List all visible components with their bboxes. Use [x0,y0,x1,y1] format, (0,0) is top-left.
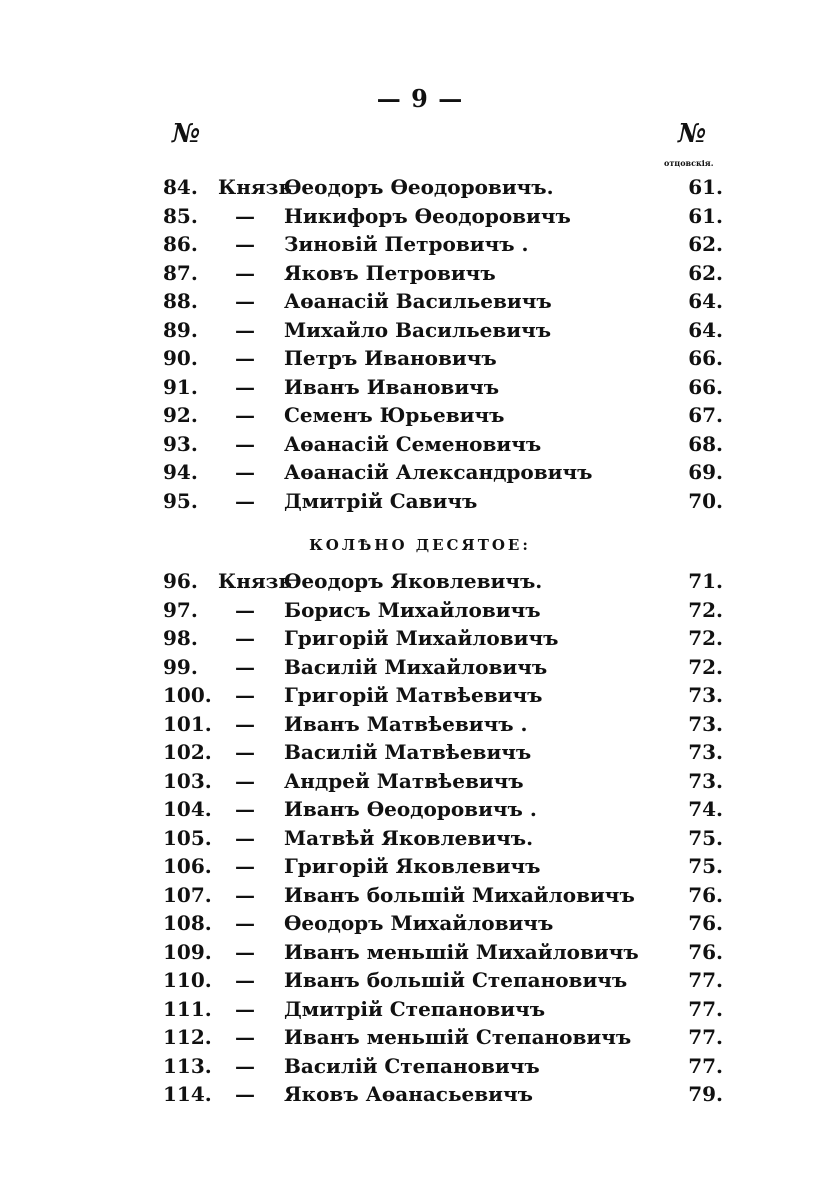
entry-row [0,344,840,373]
entry-name: Иванъ Өеодоровичъ . [284,797,537,821]
entry-row [0,1080,840,1109]
entry-title: Князь [218,175,292,199]
entry-row [0,316,840,345]
entry-row [0,173,840,202]
entry-name: Борисъ Михайловичъ [284,597,541,622]
entry-dash: — [235,939,255,964]
entry-dash: — [235,1053,255,1078]
entry-dash: — [235,346,255,370]
entry-name: Михайло Васильевичъ [284,317,552,342]
entry-father-ref: 77. [688,1053,723,1078]
entry-row [0,1052,840,1081]
entry-number: 103. [163,768,212,793]
entry-row [0,202,840,231]
entry-father-ref: 61. [688,203,723,228]
entry-number: 89. [163,317,198,342]
entry-number: 87. [163,260,198,285]
entry-name: Аөанасій Васильевичъ [284,289,552,313]
entry-number: 95. [163,488,198,513]
entry-number: 86. [163,232,198,256]
entry-name: Григорій Михайловичъ [284,626,559,650]
entry-dash: — [235,232,255,256]
entry-title: Князь [218,569,292,593]
entry-number: 112. [163,1025,212,1049]
entry-number: 84. [163,175,198,199]
entry-name: Дмитрій Савичъ [284,488,478,513]
entry-name: Иванъ большій Степановичъ [284,968,628,992]
entry-father-ref: 75. [688,825,723,850]
entry-row [0,795,840,824]
entry-dash: — [235,431,255,456]
entry-father-ref: 73. [688,740,723,764]
entry-list-part2 [0,567,840,1109]
entry-father-ref: 73. [688,768,723,793]
entry-dash: — [235,882,255,907]
entry-row [0,401,840,430]
entry-row [0,653,840,682]
page-number: — 9 — [376,84,464,113]
entry-number: 110. [163,968,212,992]
number-sign-left: № [172,119,201,149]
entry-dash: — [235,488,255,513]
entry-father-ref: 76. [688,882,723,907]
entry-name: Василій Матвѣевичъ [284,740,532,764]
entry-father-ref: 67. [688,403,723,427]
entry-father-ref: 77. [688,996,723,1021]
entry-row [0,487,840,516]
entry-dash: — [235,460,255,484]
entry-father-ref: 69. [688,460,723,484]
entry-row [0,596,840,625]
entry-father-ref: 66. [688,374,723,399]
number-sign-right: № [678,119,707,149]
entry-number: 101. [163,711,212,736]
entry-dash: — [235,597,255,622]
entry-list-part1 [0,173,840,515]
entry-name: Иванъ Ивановичъ [284,374,500,399]
entry-name: Матвѣй Яковлевичъ. [284,825,534,850]
entry-name: Аөанасій Семеновичъ [284,431,542,456]
entry-dash: — [235,854,255,878]
entry-dash: — [235,317,255,342]
entry-name: Петръ Ивановичъ [284,346,497,370]
entry-name: Василій Степановичъ [284,1053,540,1078]
entry-name: Яковъ Аөанасьевичъ [284,1082,533,1106]
section-heading: КОЛѢНО ДЕСЯТОЕ: [309,536,531,554]
entry-number: 105. [163,825,212,850]
entry-row [0,430,840,459]
entry-number: 96. [163,569,198,593]
entry-father-ref: 64. [688,317,723,342]
entry-name: Андрей Матвѣевичъ [284,768,524,793]
entry-dash: — [235,374,255,399]
entry-number: 91. [163,374,198,399]
entry-father-ref: 79. [688,1082,723,1106]
entry-number: 108. [163,911,212,935]
entry-row [0,852,840,881]
entry-row [0,373,840,402]
entry-father-ref: 72. [688,597,723,622]
entry-father-ref: 72. [688,654,723,679]
entry-dash: — [235,711,255,736]
entry-father-ref: 66. [688,346,723,370]
entry-dash: — [235,203,255,228]
entry-number: 94. [163,460,198,484]
entry-row [0,909,840,938]
entry-number: 102. [163,740,212,764]
entry-name: Григорій Матвѣевичъ [284,683,543,707]
entry-father-ref: 68. [688,431,723,456]
entry-number: 98. [163,626,198,650]
entry-number: 90. [163,346,198,370]
entry-row [0,458,840,487]
entry-father-ref: 64. [688,289,723,313]
entry-dash: — [235,626,255,650]
entry-name: Григорій Яковлевичъ [284,854,541,878]
entry-name: Яковъ Петровичъ [284,260,496,285]
entry-name: Зиновій Петровичъ . [284,232,529,256]
entry-row [0,624,840,653]
entry-father-ref: 77. [688,968,723,992]
entry-father-ref: 61. [688,175,723,199]
entry-row [0,681,840,710]
entry-row [0,881,840,910]
entry-dash: — [235,260,255,285]
entry-row [0,995,840,1024]
entry-dash: — [235,825,255,850]
entry-number: 99. [163,654,198,679]
entry-number: 100. [163,683,212,707]
entry-name: Иванъ меньшій Михайловичъ [284,939,639,964]
entry-dash: — [235,683,255,707]
entry-father-ref: 76. [688,911,723,935]
entry-name: Өеодоръ Михайловичъ [284,911,554,935]
entry-number: 113. [163,1053,212,1078]
entry-name: Василій Михайловичъ [284,654,548,679]
entry-row [0,1023,840,1052]
entry-name: Иванъ Матвѣевичъ . [284,711,528,736]
entry-father-ref: 62. [688,260,723,285]
entry-row [0,567,840,596]
entry-dash: — [235,797,255,821]
entry-dash: — [235,911,255,935]
entry-number: 97. [163,597,198,622]
entry-name: Никифоръ Өеодоровичъ [284,203,571,228]
entry-dash: — [235,403,255,427]
entry-name: Өеодоръ Өеодоровичъ. [284,175,554,199]
entry-father-ref: 73. [688,711,723,736]
entry-row [0,938,840,967]
entry-number: 104. [163,797,212,821]
right-column-note: отцовскія. [664,158,714,168]
entry-father-ref: 74. [688,797,723,821]
entry-number: 109. [163,939,212,964]
entry-dash: — [235,996,255,1021]
entry-dash: — [235,768,255,793]
entry-father-ref: 77. [688,1025,723,1049]
entry-dash: — [235,968,255,992]
entry-number: 85. [163,203,198,228]
entry-row [0,738,840,767]
entry-number: 93. [163,431,198,456]
entry-name: Иванъ меньшій Степановичъ [284,1025,632,1049]
entry-name: Иванъ большій Михайловичъ [284,882,635,907]
entry-row [0,710,840,739]
entry-father-ref: 73. [688,683,723,707]
entry-dash: — [235,1025,255,1049]
entry-number: 88. [163,289,198,313]
entry-number: 92. [163,403,198,427]
entry-name: Дмитрій Степановичъ [284,996,546,1021]
entry-number: 114. [163,1082,212,1106]
entry-row [0,230,840,259]
entry-dash: — [235,654,255,679]
entry-dash: — [235,1082,255,1106]
entry-father-ref: 71. [688,569,723,593]
entry-row [0,966,840,995]
entry-number: 106. [163,854,212,878]
entry-father-ref: 62. [688,232,723,256]
entry-father-ref: 75. [688,854,723,878]
entry-father-ref: 72. [688,626,723,650]
entry-row [0,767,840,796]
entry-number: 111. [163,996,212,1021]
entry-row [0,287,840,316]
entry-number: 107. [163,882,212,907]
entry-father-ref: 70. [688,488,723,513]
entry-row [0,259,840,288]
entry-name: Өеодоръ Яковлевичъ. [284,569,543,593]
entry-row [0,824,840,853]
entry-father-ref: 76. [688,939,723,964]
entry-dash: — [235,740,255,764]
entry-name: Аөанасій Александровичъ [284,460,593,484]
entry-dash: — [235,289,255,313]
entry-name: Семенъ Юрьевичъ [284,403,505,427]
